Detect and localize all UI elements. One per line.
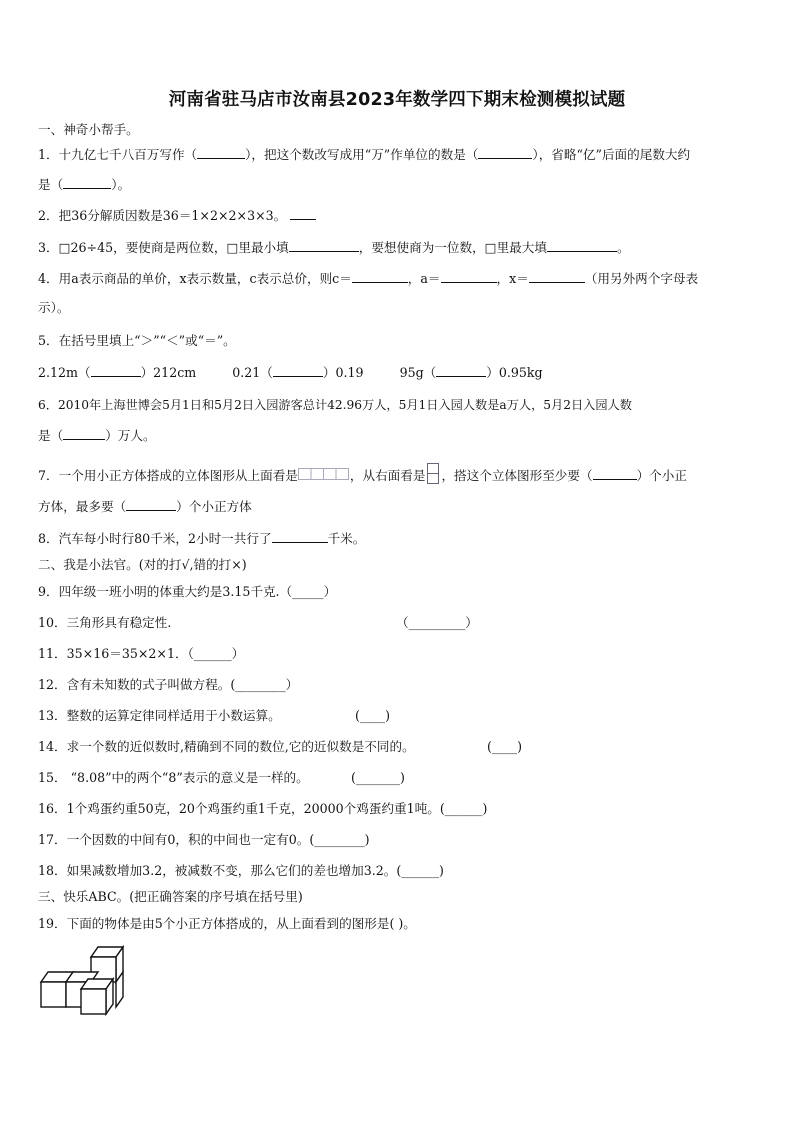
q3-text-c: 。 <box>616 240 630 255</box>
cube-stack-figure <box>38 944 130 1018</box>
question-12: 12．含有未知数的式子叫做方程。(________） <box>38 677 299 692</box>
q13-answer-paren[interactable]: (____) <box>355 708 391 723</box>
question-11: 11．35×16＝35×2×1．（______） <box>38 646 245 661</box>
q2-blank[interactable] <box>290 207 316 220</box>
question-5: 5．在括号里填上“＞”“＜”或“＝”。 <box>38 333 236 348</box>
q7-text-d: ）个小正 <box>636 468 687 483</box>
q7-text-b: ，从右面看是 <box>349 468 426 483</box>
question-2 <box>38 207 316 225</box>
q1-text-b: ），把这个数改写成用“万”作单位的数是（ <box>245 147 479 162</box>
question-19: 19．下面的物体是由5个小正方体搭成的，从上面看到的图形是( )。 <box>38 916 416 931</box>
q5-item-3-left: 95g（ <box>399 365 437 380</box>
question-4 <box>38 270 698 288</box>
question-16: 16．1个鸡蛋约重50克，20个鸡蛋约重1千克，20000个鸡蛋约重1吨。(______) <box>38 801 488 816</box>
q2-text: 2．把36分解质因数是36＝1×2×2×3×3。 <box>38 208 287 223</box>
q5-blank-3[interactable] <box>436 364 486 377</box>
q7-text-f: ）个小正方体 <box>176 499 252 514</box>
question-10: 10．三角形具有稳定性. <box>38 615 172 630</box>
q1-text-c: ），省略“亿”后面的尾数大约 <box>532 147 691 162</box>
section-heading-3: 三、快乐ABC。(把正确答案的序号填在括号里) <box>38 889 303 904</box>
q4-text-b: ，a＝ <box>407 271 441 286</box>
q4-blank-a[interactable] <box>441 270 497 283</box>
q6-blank[interactable] <box>63 427 105 440</box>
q4-blank-c[interactable] <box>352 270 408 283</box>
q5-blank-2[interactable] <box>273 364 323 377</box>
q3-text-b: ，要想使商为一位数，□里最大填 <box>358 240 547 255</box>
q4-blank-x[interactable] <box>529 270 585 283</box>
q6-text-c: ）万人。 <box>105 428 156 443</box>
section-heading-1: 一、神奇小帮手。 <box>38 122 139 137</box>
q5-item-3-right: ）0.95kg <box>486 365 543 380</box>
top-view-figure <box>298 467 350 486</box>
q5-item-2-left: 0.21（ <box>232 365 273 380</box>
question-7-cont <box>38 498 252 516</box>
section-heading-2: 二、我是小法官。(对的打√,错的打×) <box>38 557 247 572</box>
question-4-cont: 示）。 <box>38 300 70 315</box>
question-3 <box>38 239 630 257</box>
q8-text-a: 8．汽车每小时行80千米，2小时一共行了 <box>38 531 272 546</box>
question-8 <box>38 530 365 548</box>
question-5-items <box>38 364 543 382</box>
q1-blank-1[interactable] <box>197 146 245 159</box>
question-18: 18．如果减数增加3.2，被减数不变，那么它们的差也增加3.2。(______) <box>38 863 444 878</box>
question-6: 6．2010年上海世博会5月1日和5月2日入园游客总计42.96万人，5月1日入园人数是a万人，5月2日入园人数 <box>38 398 632 412</box>
q3-blank-1[interactable] <box>289 239 359 252</box>
question-17: 17．一个因数的中间有0，积的中间也一定有0。(________) <box>38 832 370 847</box>
q8-blank[interactable] <box>272 530 328 543</box>
q5-item-1 <box>38 365 196 380</box>
question-1-cont <box>38 176 130 194</box>
q15-answer-paren[interactable]: (_______) <box>351 770 405 785</box>
question-14: 14．求一个数的近似数时,精确到不同的数位,它的近似数是不同的。 <box>38 739 415 754</box>
question-6-cont <box>38 427 156 445</box>
q4-text-d: （用另外两个字母表 <box>584 271 699 286</box>
q14-answer-paren[interactable]: (____) <box>487 739 523 754</box>
q7-text-c: ，搭这个立体图形至少要（ <box>441 468 593 483</box>
q7-blank-2[interactable] <box>126 498 176 511</box>
q1-text-a: 1．十九亿七千八百万写作（ <box>38 147 198 162</box>
q5-item-2-right: ）0.19 <box>322 365 364 380</box>
question-13: 13．整数的运算定律同样适用于小数运算。 <box>38 708 281 723</box>
q1-text-e: ）。 <box>111 177 131 192</box>
q7-text-e: 方体，最多要（ <box>38 499 127 514</box>
q3-blank-2[interactable] <box>547 239 617 252</box>
q4-text-a: 4．用a表示商品的单价，x表示数量，c表示总价，则c＝ <box>38 271 352 286</box>
q5-item-3 <box>400 365 543 380</box>
q10-answer-paren[interactable]: （_________） <box>396 615 478 630</box>
q3-text-a: 3．□26÷45，要使商是两位数，□里最小填 <box>38 240 289 255</box>
question-7 <box>38 462 687 491</box>
q1-text-d: 是（ <box>38 177 64 192</box>
q5-item-1-right: ）212cm <box>140 365 197 380</box>
q1-blank-2[interactable] <box>478 146 532 159</box>
q5-item-2 <box>232 365 363 380</box>
q5-blank-1[interactable] <box>91 364 141 377</box>
page-title: 河南省驻马店市汝南县2023年数学四下期末检测模拟试题 <box>168 90 626 110</box>
question-9: 9．四年级一班小明的体重大约是3.15千克.（_____） <box>38 584 337 599</box>
q7-text-a: 7．一个用小正方体搭成的立体图形从上面看是 <box>38 468 298 483</box>
q7-blank-1[interactable] <box>593 467 637 480</box>
q5-item-1-left: 2.12m（ <box>38 365 91 380</box>
q1-blank-3[interactable] <box>63 176 111 189</box>
q4-text-c: ，x＝ <box>496 271 529 286</box>
question-1 <box>38 146 690 164</box>
right-view-figure <box>425 462 441 491</box>
q8-text-b: 千米。 <box>327 531 366 546</box>
question-15: 15． “8.08”中的两个“8”表示的意义是一样的。 <box>38 770 309 785</box>
q6-text-b: 是（ <box>38 428 64 443</box>
